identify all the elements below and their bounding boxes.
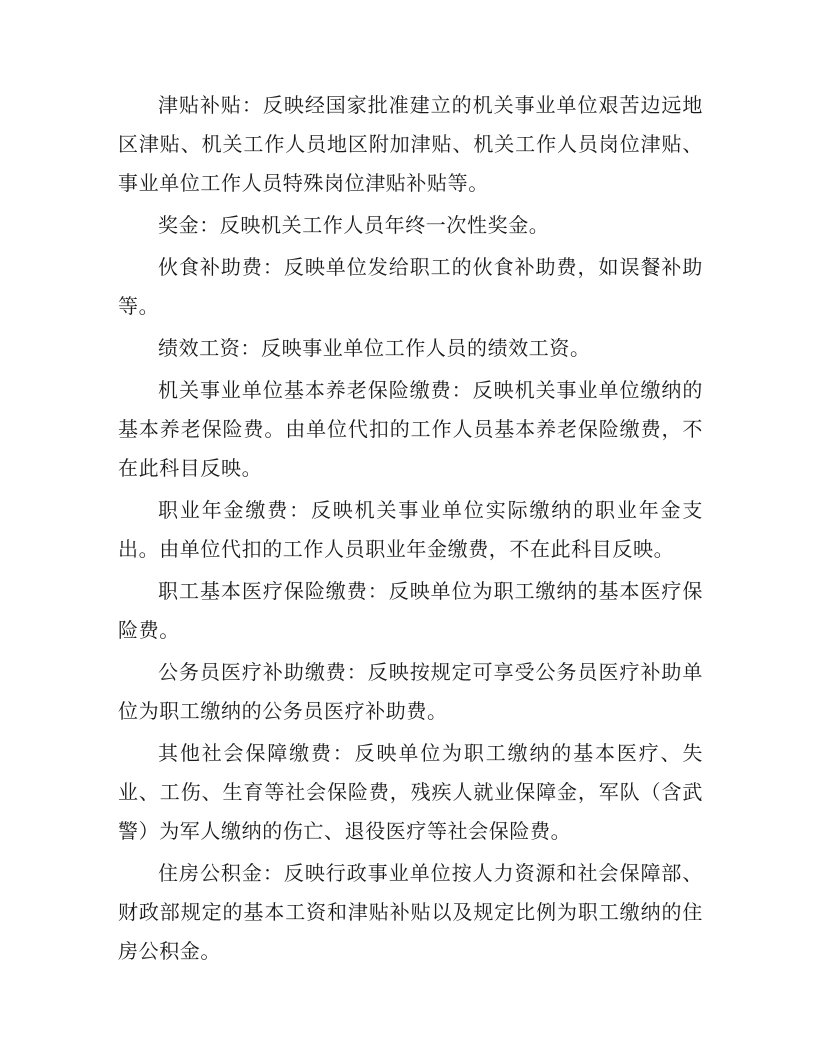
paragraph-housing-fund: 住房公积金：反映行政事业单位按人力资源和社会保障部、财政部规定的基本工资和津贴补贴以及规定比例为职工缴纳的住房公积金。 [118,861,703,963]
paragraph-allowances: 津贴补贴：反映经国家批准建立的机关事业单位艰苦边远地区津贴、机关工作人员地区附加津贴、机关工作人员岗位津贴、事业单位工作人员特殊岗位津贴补贴等。 [118,93,703,195]
paragraph-occupational-annuity: 职业年金缴费：反映机关事业单位实际缴纳的职业年金支出。由单位代扣的工作人员职业年金缴费，不在此科目反映。 [118,498,703,561]
paragraph-pension-insurance: 机关事业单位基本养老保险缴费：反映机关事业单位缴纳的基本养老保险费。由单位代扣的工作人员基本养老保险缴费，不在此科目反映。 [118,378,703,480]
paragraph-performance-pay: 绩效工资：反映事业单位工作人员的绩效工资。 [158,336,591,360]
paragraph-bonus: 奖金：反映机关工作人员年终一次性奖金。 [158,213,550,237]
paragraph-meal-subsidy: 伙食补助费：反映单位发给职工的伙食补助费，如误餐补助等。 [118,255,703,318]
document-body [118,86,703,974]
paragraph-medical-insurance: 职工基本医疗保险缴费：反映单位为职工缴纳的基本医疗保险费。 [118,579,703,642]
paragraph-civil-servant-medical: 公务员医疗补助缴费：反映按规定可享受公务员医疗补助单位为职工缴纳的公务员医疗补助费。 [118,660,703,723]
paragraph-other-social-security: 其他社会保障缴费：反映单位为职工缴纳的基本医疗、失业、工伤、生育等社会保险费，残疾人就业保障金，军队（含武警）为军人缴纳的伤亡、退役医疗等社会保险费。 [118,741,703,843]
